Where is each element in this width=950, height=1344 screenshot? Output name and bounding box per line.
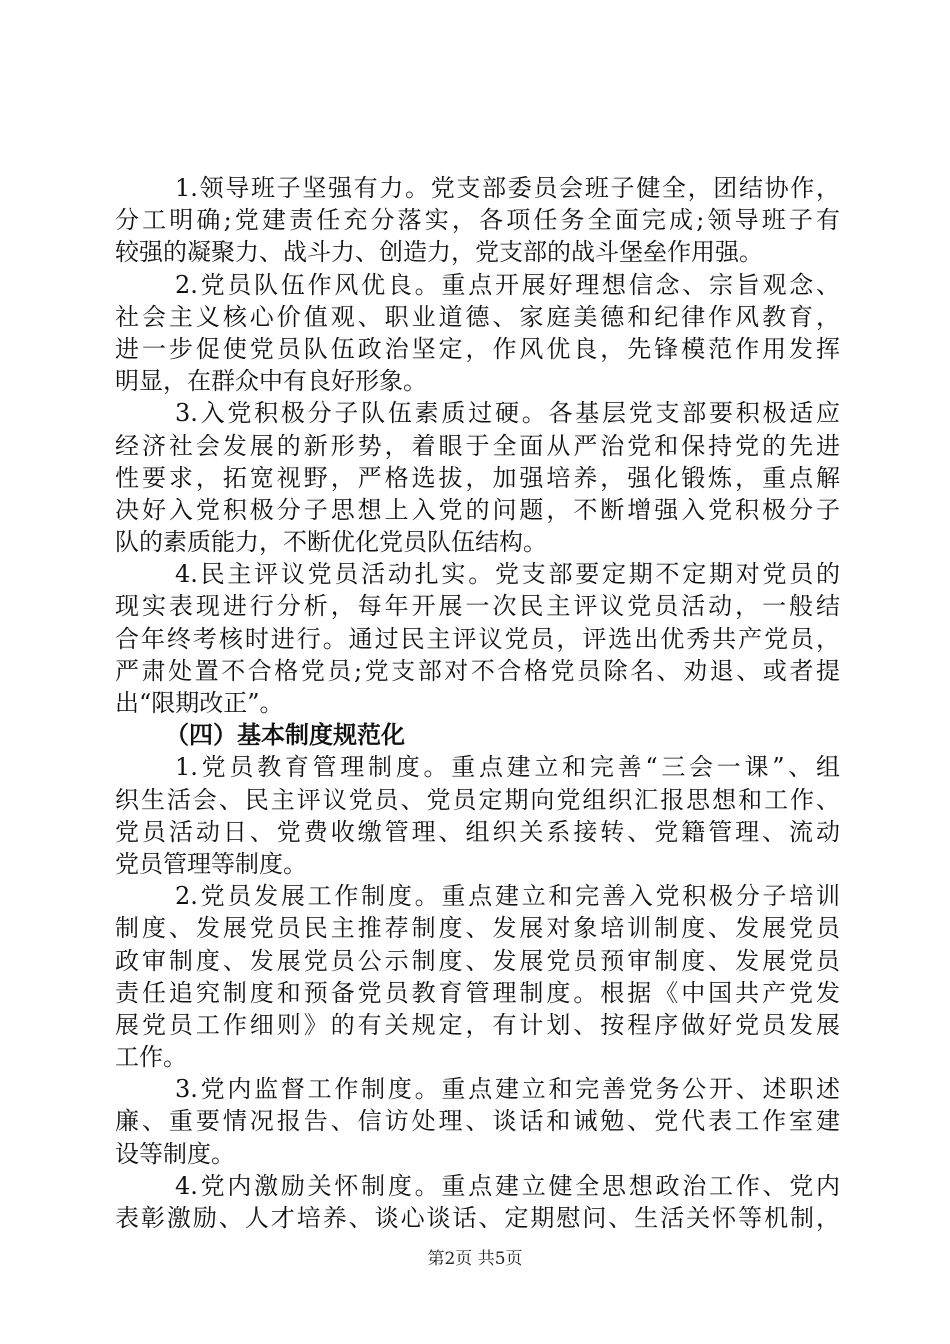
paragraph-line: 表彰激励、人才培养、谈心谈话、定期慰问、生活关怀等机制， — [115, 1204, 840, 1232]
paragraph-line: 廉、重要情况报告、信访处理、谈话和诫勉、党代表工作室建 — [115, 1107, 840, 1136]
paragraph-line: 工作。 — [115, 1043, 187, 1072]
paragraph-line: 决好入党积极分子思想上入党的问题，不断增强入党积极分子 — [115, 495, 840, 524]
paragraph-line: 2.党员队伍作风优良。重点开展好理想信念、宗旨观念、 — [175, 270, 840, 299]
paragraph-line: 现实表现进行分析，每年开展一次民主评议党员活动，一般结 — [115, 592, 840, 621]
paragraph-line: 性要求，拓宽视野，严格选拔，加强培养，强化锻炼，重点解 — [115, 463, 840, 492]
paragraph-line: 较强的凝聚力、战斗力、创造力，党支部的战斗堡垒作用强。 — [115, 238, 763, 267]
paragraph-line: 经济社会发展的新形势，着眼于全面从严治党和保持党的先进 — [115, 431, 840, 460]
paragraph-line: 合年终考核时进行。通过民主评议党员，评选出优秀共产党员， — [115, 624, 840, 653]
paragraph-line: 3.入党积极分子队伍素质过硬。各基层党支部要积极适应 — [175, 399, 840, 428]
paragraph-line: 4.党内激励关怀制度。重点建立健全思想政治工作、党内 — [175, 1171, 840, 1200]
paragraph-line: 政审制度、发展党员公示制度、发展党员预审制度、发展党员 — [115, 946, 840, 975]
paragraph-line: 党员管理等制度。 — [115, 849, 307, 878]
paragraph-line: 社会主义核心价值观、职业道德、家庭美德和纪律作风教育， — [115, 302, 840, 331]
paragraph-line: 制度、发展党员民主推荐制度、发展对象培训制度、发展党员 — [115, 914, 840, 943]
paragraph-line: 3.党内监督工作制度。重点建立和完善党务公开、述职述 — [175, 1075, 840, 1104]
paragraph-line: 明显，在群众中有良好形象。 — [115, 367, 427, 396]
paragraph-line: 队的素质能力，不断优化党员队伍结构。 — [115, 528, 547, 557]
paragraph-line: 1.党员教育管理制度。重点建立和完善“三会一课”、组 — [175, 753, 840, 782]
paragraph-line: 责任追究制度和预备党员教育管理制度。根据《中国共产党发 — [115, 978, 840, 1007]
paragraph-line: 织生活会、民主评议党员、党员定期向党组织汇报思想和工作、 — [115, 785, 840, 814]
paragraph-line: 1.领导班子坚强有力。党支部委员会班子健全，团结协作， — [175, 174, 840, 202]
paragraph-line: 2.党员发展工作制度。重点建立和完善入党积极分子培训 — [175, 882, 840, 911]
paragraph-line: 出“限期改正”。 — [115, 689, 284, 717]
paragraph-line: 设等制度。 — [115, 1139, 235, 1168]
section-heading: （四）基本制度规范化 — [165, 721, 405, 750]
paragraph-line: 展党员工作细则》的有关规定，有计划、按程序做好党员发展 — [115, 1010, 840, 1039]
paragraph-line: 党员活动日、党费收缴管理、组织关系接转、党籍管理、流动 — [115, 817, 840, 846]
paragraph-line: 4.民主评议党员活动扎实。党支部要定期不定期对党员的 — [175, 560, 840, 589]
paragraph-line: 进一步促使党员队伍政治坚定，作风优良，先锋模范作用发挥 — [115, 334, 840, 363]
page-footer: 第2页 共5页 — [427, 1249, 523, 1269]
paragraph-line: 分工明确;党建责任充分落实，各项任务全面完成;领导班子有 — [115, 206, 840, 235]
paragraph-line: 严肃处置不合格党员;党支部对不合格党员除名、劝退、或者提 — [115, 656, 840, 685]
document-body — [115, 172, 840, 1234]
